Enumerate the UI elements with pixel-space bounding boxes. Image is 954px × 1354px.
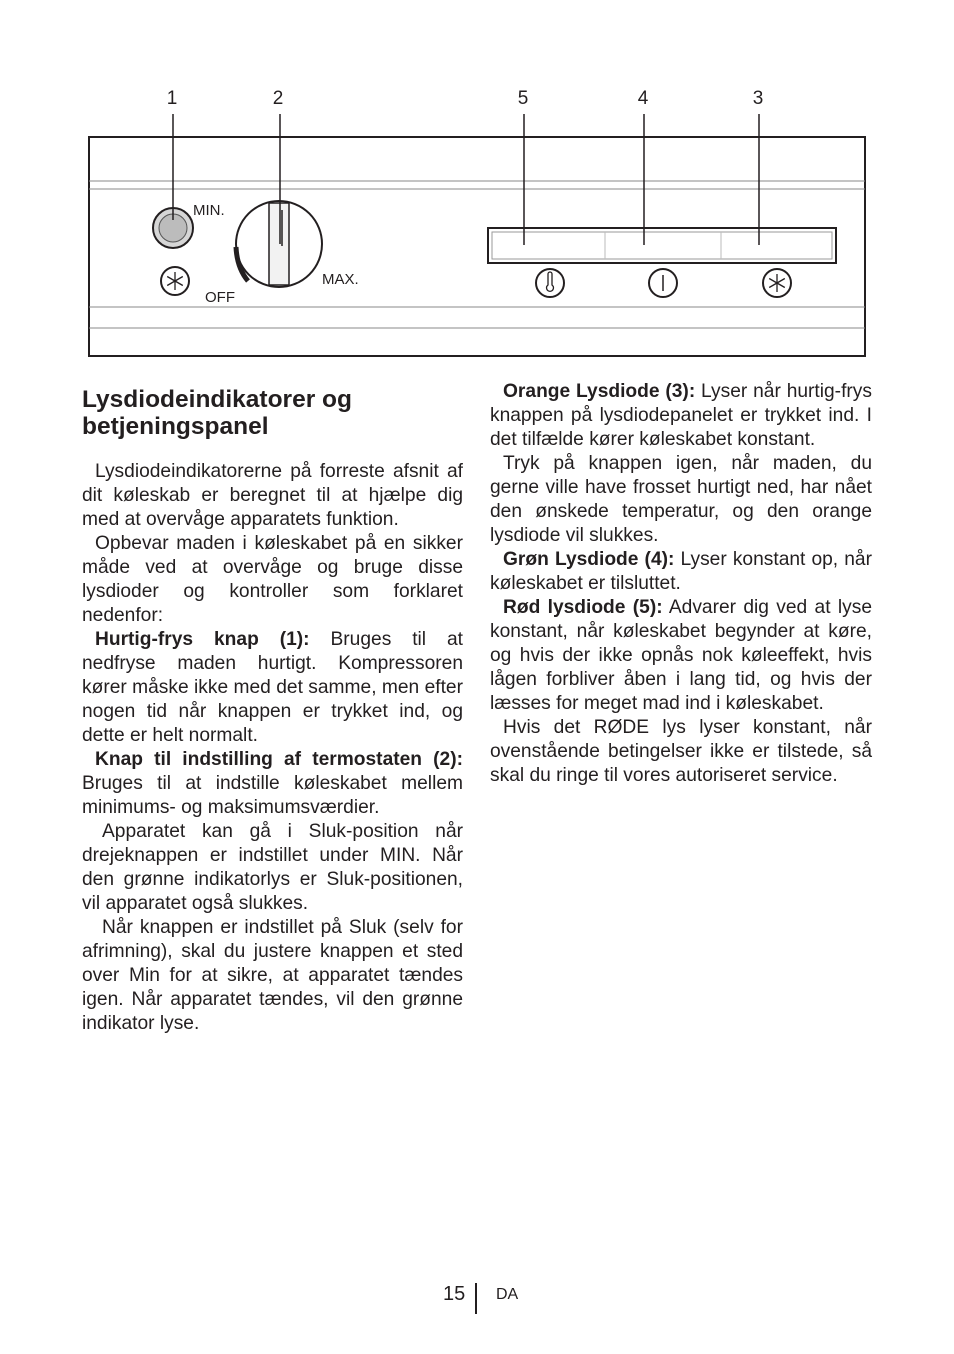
callout-4: 4 bbox=[637, 88, 649, 109]
green-led-label: Grøn Lysdiode (4): bbox=[503, 549, 675, 570]
thermostat-text: Bruges til at indstille køleskabet mellem minimums- og maksimumsværdier. bbox=[82, 773, 463, 818]
paragraph-green-led bbox=[490, 548, 872, 596]
fast-freeze-text: Bruges til at nedfryse maden hurtigt. Kompressoren kører måske ikke med det samme, men efter nogen tid når knappen er trykket ind, og dette er helt normalt. bbox=[82, 629, 463, 746]
thermometer-icon bbox=[536, 269, 564, 297]
left-column bbox=[82, 380, 463, 1036]
page-number: 15 bbox=[443, 1283, 466, 1305]
orange-led-label: Orange Lysdiode (3): bbox=[503, 381, 696, 402]
paragraph-defrost: Når knappen er indstillet på Sluk (selv for afrimning), skal du justere knappen et sted over Min for at sikre, at apparatet tændes igen. Når apparatet tændes, vil den grønne indikator lyse. bbox=[82, 917, 463, 1034]
callout-1: 1 bbox=[166, 88, 178, 109]
page-footer bbox=[0, 1280, 954, 1316]
snowflake-icon bbox=[763, 269, 791, 297]
power-icon bbox=[649, 269, 677, 297]
min-label: MIN. bbox=[193, 202, 225, 219]
off-label: OFF bbox=[205, 289, 235, 306]
paragraph-press-again: Tryk på knappen igen, når maden, du gerne ville have frosset hurtigt ned, har nået den ønskede temperatur, og den orange lysdiode vil slukkes. bbox=[490, 453, 872, 546]
fast-freeze-label: Hurtig-frys knap (1): bbox=[95, 629, 310, 650]
snowflake-icon bbox=[161, 267, 189, 295]
red-led-text: Advarer dig ved at lyse konstant, når køleskabet begynder at køre, og hvis der ikke opnås nok køleeffekt, hvis lågen forbliver åben i lang tid, og hvis der læsses for meget mad ind i køleskabet. bbox=[490, 597, 872, 714]
thermostat-label: Knap til indstilling af termostaten (2): bbox=[95, 749, 463, 770]
paragraph-service: Hvis det RØDE lys lyser konstant, når ovenstående betingelser ikke er tilstede, så skal du ringe til vores autoriseret service. bbox=[490, 717, 872, 786]
green-led-text: Lyser konstant op, når køleskabet er tilsluttet. bbox=[490, 549, 872, 594]
thermostat-knob[interactable] bbox=[236, 201, 322, 287]
paragraph-usage: Opbevar maden i køleskabet på en sikker måde ved at overvåge og bruge disse lysdioder og kontroller som forklaret nedenfor: bbox=[82, 533, 463, 626]
paragraph-fast-freeze bbox=[82, 628, 463, 748]
control-panel-diagram bbox=[0, 0, 954, 370]
led-strip bbox=[488, 228, 836, 263]
paragraph-red-led bbox=[490, 596, 872, 716]
paragraph-off-position: Apparatet kan gå i Sluk-position når drejeknappen er indstillet under MIN. Når den grønne indikatorlys er Sluk-positionen, vil apparatet også slukkes. bbox=[82, 821, 463, 914]
paragraph-thermostat bbox=[82, 748, 463, 820]
callout-3: 3 bbox=[752, 88, 764, 109]
red-led-label: Rød lysdiode (5): bbox=[503, 597, 663, 618]
orange-led-text: Lyser når hurtig-frys knappen på lysdiodepanelet er trykket ind. I det tilfælde kører køleskabet konstant. bbox=[490, 381, 872, 450]
language-code: DA bbox=[496, 1286, 519, 1303]
paragraph-orange-led bbox=[490, 380, 872, 452]
callout-2: 2 bbox=[272, 88, 284, 109]
max-label: MAX. bbox=[322, 271, 359, 288]
callout-5: 5 bbox=[517, 88, 529, 109]
paragraph-intro: Lysdiodeindikatorerne på forreste afsnit af dit køleskab er beregnet til at hjælpe dig med at overvåge apparatets funktion. bbox=[82, 461, 463, 530]
right-column bbox=[490, 380, 872, 788]
footer-divider bbox=[475, 1283, 477, 1314]
section-heading: Lysdiodeindikatorer og betjeningspanel bbox=[82, 386, 352, 440]
